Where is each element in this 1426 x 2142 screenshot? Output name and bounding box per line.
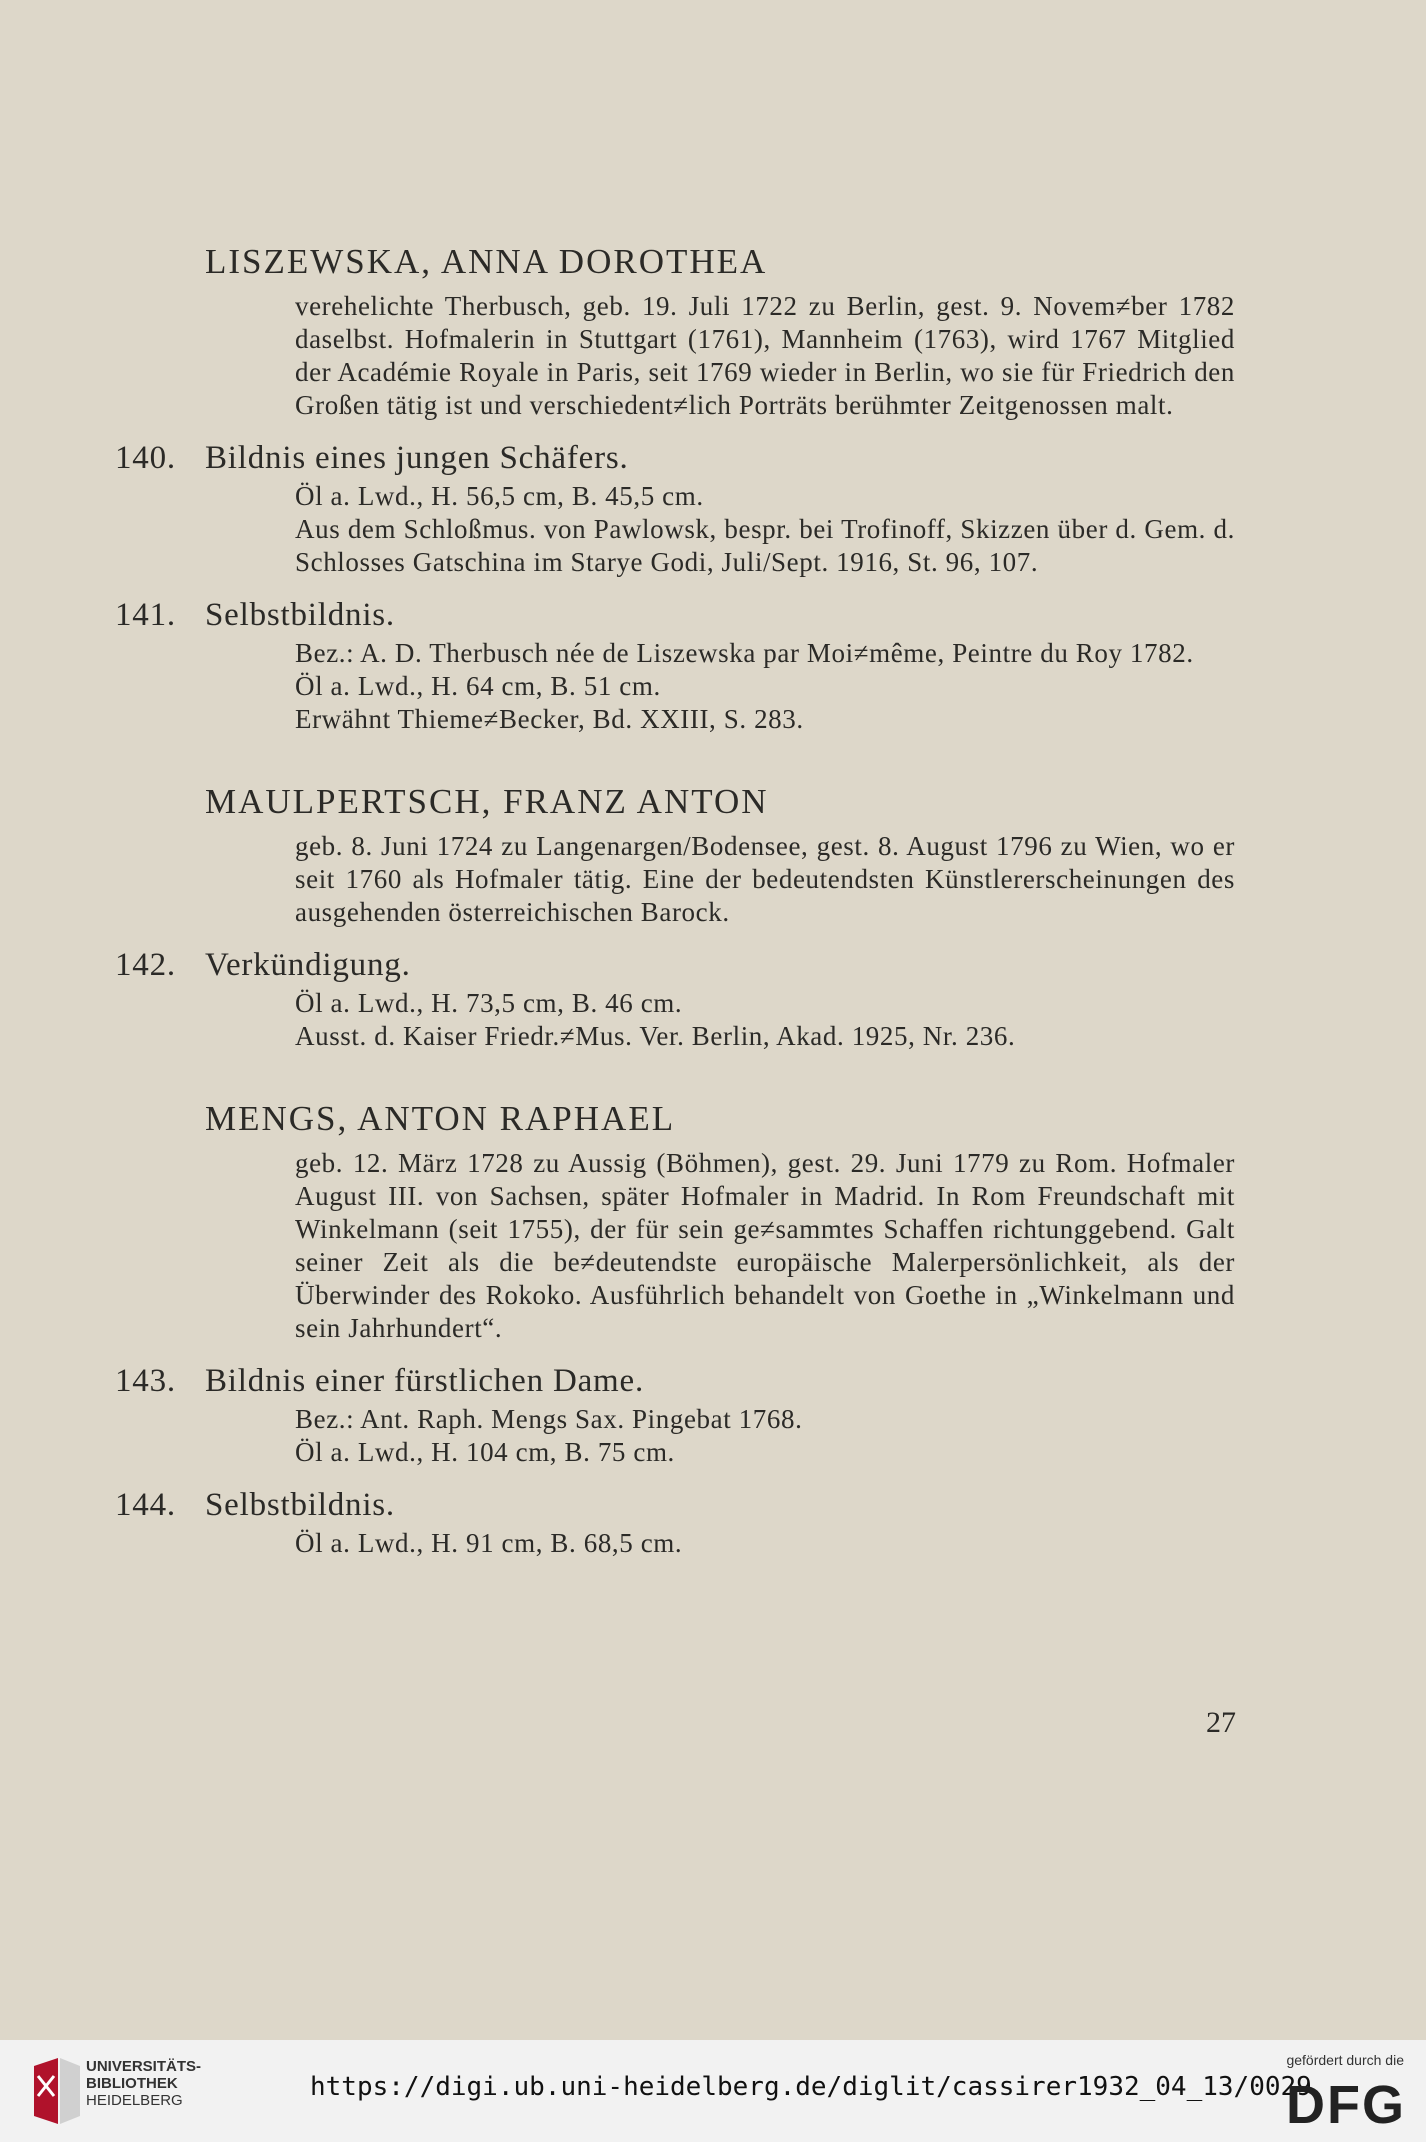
catalogue-entry: [115, 436, 1235, 579]
library-name-line2: BIBLIOTHEK: [86, 2075, 178, 2092]
artist-biography: geb. 8. Juni 1724 zu Langenargen/Bodensee, gest. 8. August 1796 zu Wien, wo er seit 1760 als Hofmaler tätig. Eine der bedeutendsten Künstlererscheinungen des ausgehenden österreichischen Barock.: [295, 831, 1235, 927]
library-name: [86, 2058, 201, 2109]
entry-detail-line: Bez.: Ant. Raph. Mengs Sax. Pingebat 1768.: [295, 1404, 803, 1434]
catalogue-entry: [115, 1483, 1235, 1560]
artist-biography: verehelichte Therbusch, geb. 19. Juli 1722 zu Berlin, gest. 9. Novem≠ber 1782 daselbst. Hofmalerin in Stuttgart (1761), Mannheim (1763), wird 1767 Mitglied der Académie Royale in Paris, seit 1769 wieder in Berlin, wo sie für Friedrich den Großen tätig ist und verschiedent≠lich Porträts berühmter Zeitgenossen malt.: [295, 291, 1235, 420]
artist-biography: geb. 12. März 1728 zu Aussig (Böhmen), gest. 29. Juni 1779 zu Rom. Hofmaler August III. von Sachsen, später Hofmaler in Madrid. In Rom Freundschaft mit Winkelmann (seit 1755), der für sein ge≠sammtes Schaffen richtunggebend. Galt seiner Zeit als die be≠deutendste europäische Malerpersönlichkeit, als der Überwinder des Rokoko. Ausführlich behandelt von Goethe in „Winkelmann und sein Jahrhundert“.: [295, 1148, 1235, 1343]
library-logo-icon: [28, 2056, 86, 2126]
entry-detail-line: Erwähnt Thieme≠Becker, Bd. XXIII, S. 283.: [295, 704, 804, 734]
entry-detail-line: Öl a. Lwd., H. 104 cm, B. 75 cm.: [295, 1437, 675, 1467]
dfg-logo: DFG: [1286, 2075, 1406, 2135]
entry-number: 141.: [115, 597, 176, 633]
permalink-url[interactable]: https://digi.ub.uni-heidelberg.de/diglit/cassirer1932_04_13/0029: [310, 2072, 1312, 2102]
entry-title: Selbstbildnis.: [205, 1487, 395, 1523]
entry-detail-line: Ausst. d. Kaiser Friedr.≠Mus. Ver. Berlin, Akad. 1925, Nr. 236.: [295, 1021, 1016, 1051]
entry-detail-line: Öl a. Lwd., H. 91 cm, B. 68,5 cm.: [295, 1528, 683, 1558]
entry-detail-line: Bez.: A. D. Therbusch née de Liszewska par Moi≠même, Peintre du Roy 1782.: [295, 638, 1194, 668]
entry-number: 144.: [115, 1487, 176, 1523]
library-name-line1: UNIVERSITÄTS-: [86, 2058, 202, 2075]
entry-detail-line: Öl a. Lwd., H. 56,5 cm, B. 45,5 cm.: [295, 481, 704, 511]
entry-heading: [101, 436, 1235, 480]
funding-note: gefördert durch die: [1286, 2052, 1404, 2068]
viewer-footer: [0, 2040, 1426, 2142]
entry-number: 140.: [115, 440, 176, 476]
library-name-line3: HEIDELBERG: [86, 2092, 183, 2109]
entry-title: Selbstbildnis.: [205, 597, 395, 633]
entry-heading: [101, 1483, 1235, 1527]
artist-section: [115, 240, 1235, 736]
page-number: 27: [1206, 1706, 1236, 1739]
artist-heading: LISZEWSKA, ANNA DOROTHEA: [205, 242, 768, 281]
artist-section: [115, 1097, 1235, 1560]
entry-number: 142.: [115, 947, 176, 983]
catalogue-page-content: [115, 240, 1235, 1560]
entry-detail-line: Öl a. Lwd., H. 64 cm, B. 51 cm.: [295, 671, 661, 701]
entry-detail-line: Aus dem Schloßmus. von Pawlowsk, bespr. bei Trofinoff, Skizzen über d. Gem. d. Schlosses Gatschina im Starye Godi, Juli/Sept. 1916, St. 96, 107.: [295, 514, 1235, 577]
entry-number: 143.: [115, 1363, 176, 1399]
artist-heading: MENGS, ANTON RAPHAEL: [205, 1099, 676, 1138]
artist-heading: MAULPERTSCH, FRANZ ANTON: [205, 782, 769, 821]
entry-heading: [101, 1359, 1235, 1403]
entry-title: Bildnis einer fürstlichen Dame.: [205, 1363, 645, 1399]
catalogue-entry: [115, 943, 1235, 1053]
entry-heading: [101, 943, 1235, 987]
catalogue-entry: [115, 593, 1235, 736]
entry-heading: [101, 593, 1235, 637]
entry-detail-line: Öl a. Lwd., H. 73,5 cm, B. 46 cm.: [295, 988, 683, 1018]
artist-section: [115, 780, 1235, 1053]
entry-title: Bildnis eines jungen Schäfers.: [205, 440, 629, 476]
entry-title: Verkündigung.: [205, 947, 411, 983]
catalogue-entry: [115, 1359, 1235, 1469]
